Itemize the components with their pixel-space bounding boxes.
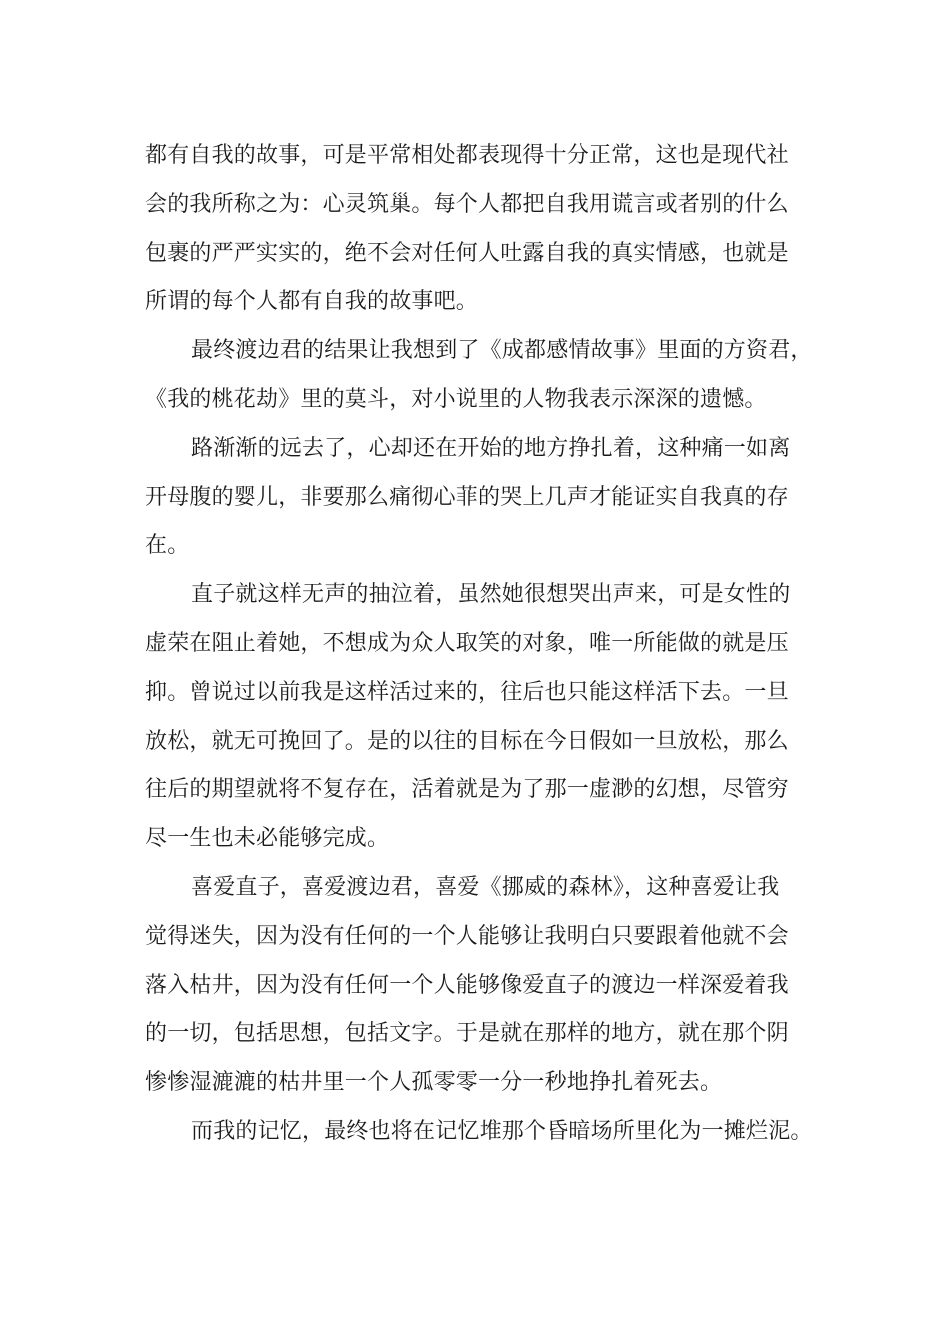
text-line: 放松，就无可挽回了。是的以往的目标在今日假如一旦放松，那么 bbox=[145, 728, 789, 754]
paragraph bbox=[145, 864, 825, 1108]
text-line: 惨惨湿漉漉的枯井里一个人孤零零一分一秒地挣扎着死去。 bbox=[145, 1070, 723, 1096]
text-line: 觉得迷失，因为没有任何的一个人能够让我明白只要跟着他就不会 bbox=[145, 923, 789, 949]
text-line: 抑。曾说过以前我是这样活过来的，往后也只能这样活下去。一旦 bbox=[145, 679, 789, 705]
text-line: 路渐渐的远去了，心却还在开始的地方挣扎着，这种痛一如离 bbox=[191, 435, 791, 461]
text-line: 落入枯井，因为没有任何一个人能够像爱直子的渡边一样深爱着我 bbox=[145, 972, 789, 998]
paragraph bbox=[145, 1108, 825, 1157]
text-line: 都有自我的故事，可是平常相处都表现得十分正常，这也是现代社 bbox=[145, 143, 789, 168]
text-line: 直子就这样无声的抽泣着，虽然她很想哭出声来，可是女性的 bbox=[191, 582, 791, 608]
text-line: 最终渡边君的结果让我想到了《成都感情故事》里面的方资君， bbox=[191, 338, 813, 364]
text-line: 往后的期望就将不复存在，活着就是为了那一虚渺的幻想，尽管穷 bbox=[145, 777, 789, 803]
text-line: 在。 bbox=[145, 533, 190, 559]
article-body bbox=[145, 132, 825, 1157]
text-line: 所谓的每个人都有自我的故事吧。 bbox=[145, 289, 479, 315]
paragraph bbox=[145, 425, 825, 571]
text-line: 会的我所称之为：心灵筑巢。每个人都把自我用谎言或者别的什么 bbox=[145, 191, 789, 217]
text-line: 而我的记忆，最终也将在记忆堆那个昏暗场所里化为一摊烂泥。 bbox=[191, 1118, 813, 1144]
paragraph bbox=[145, 132, 825, 327]
text-line: 的一切，包括思想，包括文字。于是就在那样的地方，就在那个阴 bbox=[145, 1021, 789, 1047]
text-line: 开母腹的婴儿，非要那么痛彻心菲的哭上几声才能证实自我真的存 bbox=[145, 484, 789, 510]
text-line: 尽一生也未必能够完成。 bbox=[145, 826, 390, 852]
text-line: 虚荣在阻止着她，不想成为众人取笑的对象，唯一所能做的就是压 bbox=[145, 630, 789, 656]
text-line: 《我的桃花劫》里的莫斗，对小说里的人物我表示深深的遗憾。 bbox=[145, 386, 767, 412]
text-line: 喜爱直子，喜爱渡边君，喜爱《挪威的森林》，这种喜爱让我 bbox=[191, 874, 780, 900]
paragraph bbox=[145, 327, 825, 425]
text-line: 包裹的严严实实的，绝不会对任何人吐露自我的真实情感，也就是 bbox=[145, 240, 789, 266]
paragraph bbox=[145, 571, 825, 864]
